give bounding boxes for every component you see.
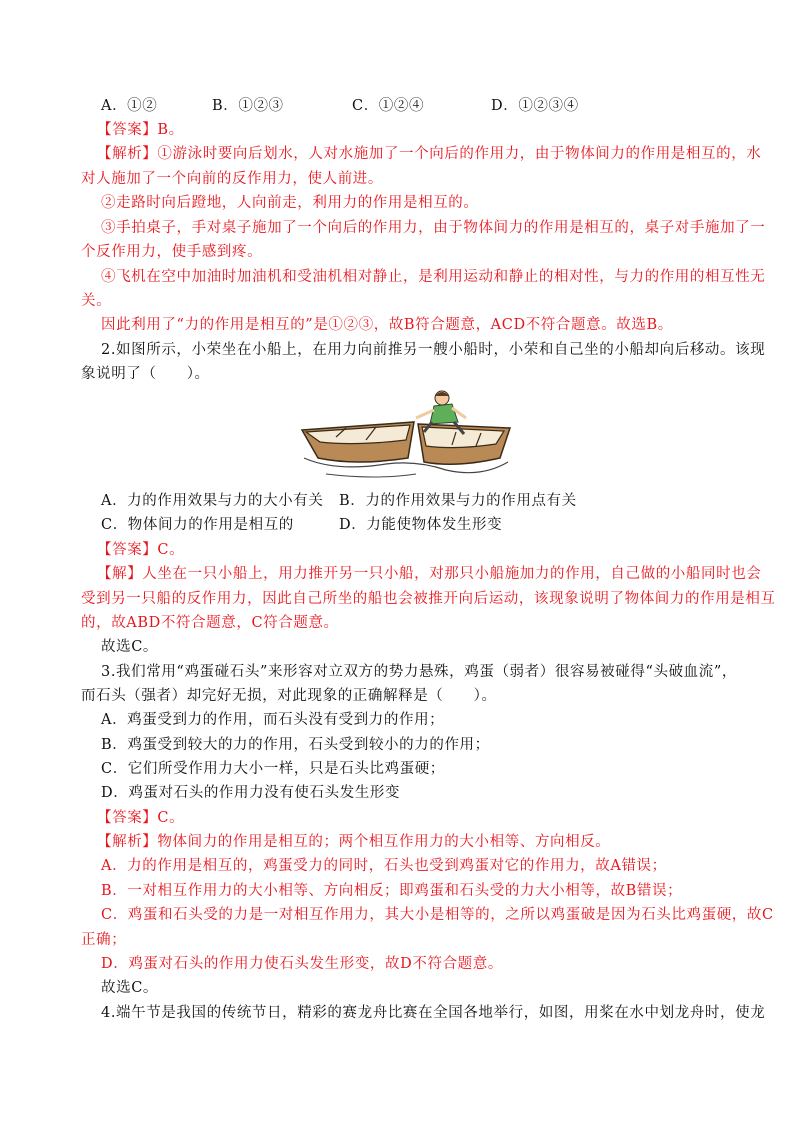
- q2-answer: 【答案】C。: [97, 542, 185, 558]
- q3-analysis-line: 正确；: [81, 932, 127, 948]
- q3-analysis-line: C．鸡蛋和石头受的力是一对相互作用力，其大小是相等的，之所以鸡蛋破是因为石头比鸡蛋硬，故C: [101, 907, 774, 923]
- q1-option-d: D．①②③④: [491, 98, 579, 114]
- q3-stem: 3.我们常用“鸡蛋碰石头”来形容对立双方的势力悬殊，鸡蛋（弱者）很容易被碰得“头破血流”，: [101, 664, 737, 680]
- q3-analysis-line: A．力的作用是相互的，鸡蛋受力的同时，石头也受到鸡蛋对它的作用力，故A错误；: [101, 858, 667, 874]
- q1-answer: 【答案】B。: [97, 122, 184, 138]
- q2-analysis-line: 【解】人坐在一只小船上，用力推开另一只小船，对那只小船施加力的作用，自己做的小船同时也会: [97, 566, 762, 582]
- q2-stem: 象说明了（ ）。: [81, 366, 210, 382]
- q2-analysis-line: 受到另一只船的反作用力，因此自己所坐的船也会被推开向后运动，该现象说明了物体间力的作用是相互: [81, 591, 776, 607]
- q1-option-c: C．①②④: [352, 98, 425, 114]
- q2-analysis-line: 的，故ABD不符合题意，C符合题意。: [81, 615, 339, 631]
- q3-stem: 而石头（强者）却完好无损，对此现象的正确解释是（ ）。: [81, 688, 497, 704]
- q3-analysis-line: D．鸡蛋对石头的作用力使石头发生形变，故D不符合题意。: [101, 956, 503, 972]
- q1-analysis-line: ③手拍桌子，手对桌子施加了一个向后的作用力，由于物体间力的作用是相互的，桌子对手施加了一: [101, 220, 766, 236]
- q3-answer: 【答案】C。: [97, 810, 185, 826]
- boat-illustration: [296, 388, 516, 480]
- q1-analysis-line: 因此利用了“力的作用是相互的”是①②③，故B符合题意，ACD不符合题意。故选B。: [101, 317, 673, 333]
- q3-conclusion: 故选C。: [101, 980, 158, 996]
- q1-option-b: B．①②③: [212, 98, 284, 114]
- q2-conclusion: 故选C。: [101, 639, 158, 655]
- q2-option-a: A．力的作用效果与力的大小有关: [101, 493, 324, 509]
- q2-option-d: D．力能使物体发生形变: [339, 517, 503, 533]
- q1-analysis-line: ②走路时向后蹬地，人向前走，利用力的作用是相互的。: [101, 195, 479, 211]
- q1-analysis-line: 个反作用力，使手感到疼。: [81, 244, 263, 260]
- q1-analysis-line: 【解析】①游泳时要向后划水，人对水施加了一个向后的作用力，由于物体间力的作用是相互的，水: [97, 146, 762, 162]
- q2-option-b: B．力的作用效果与力的作用点有关: [339, 493, 577, 509]
- q3-option-d: D．鸡蛋对石头的作用力没有使石头发生形变: [101, 785, 401, 801]
- q1-analysis-line: ④飞机在空中加油时加油机和受油机相对静止，是利用运动和静止的相对性，与力的作用的相互性无: [101, 269, 766, 285]
- q1-option-a: A．①②: [101, 98, 158, 114]
- q3-option-b: B．鸡蛋受到较大的力的作用，石头受到较小的力的作用；: [101, 737, 490, 753]
- q1-analysis-line: 对人施加了一个向前的反作用力，使人前进。: [81, 171, 383, 187]
- q3-option-c: C．它们所受作用力大小一样，只是石头比鸡蛋硬；: [101, 761, 445, 777]
- q3-analysis-line: 【解析】物体间力的作用是相互的；两个相互作用力的大小相等、方向相反。: [97, 834, 611, 850]
- q3-analysis-line: B．一对相互作用力的大小相等、方向相反；即鸡蛋和石头受的力大小相等，故B错误；: [101, 883, 683, 899]
- q1-analysis-line: 关。: [81, 293, 112, 309]
- q2-stem: 2.如图所示，小荣坐在小船上，在用力向前推另一艘小船时，小荣和自己坐的小船却向后移动。该现: [101, 342, 766, 358]
- q3-option-a: A．鸡蛋受到力的作用，而石头没有受到力的作用；: [101, 712, 445, 728]
- q4-stem: 4.端午节是我国的传统节日，精彩的赛龙舟比赛在全国各地举行，如图，用桨在水中划龙舟时，使龙: [101, 1005, 766, 1021]
- q2-option-c: C．物体间力的作用是相互的: [101, 517, 294, 533]
